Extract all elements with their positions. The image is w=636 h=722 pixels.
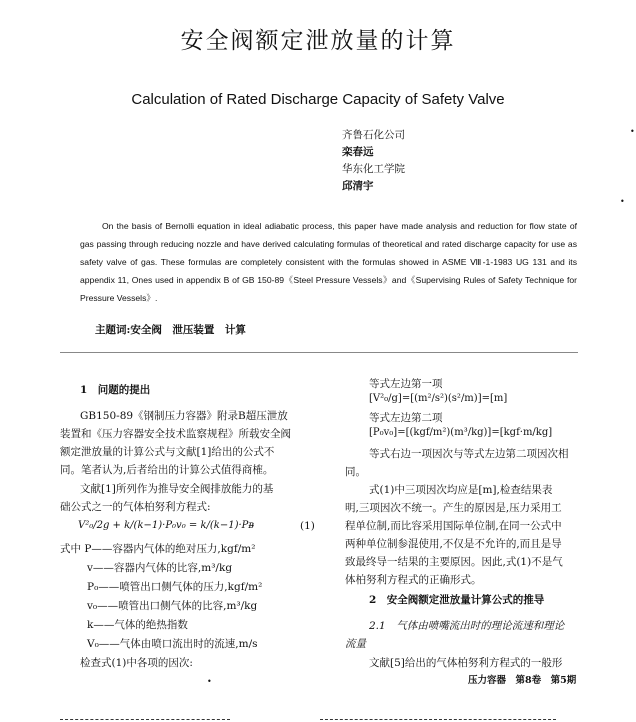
- para-3-line: 式(1)中三项因次均应是[m],检查结果表: [369, 484, 553, 496]
- definition-line: v——容器内气体的比容,m³/kg: [87, 562, 233, 574]
- right-line: 等式左边第二项: [369, 412, 443, 424]
- para-2-line: 础公式之一的气体柏努利方程式:: [60, 501, 211, 513]
- section-1-title: 1 问题的提出: [80, 384, 151, 396]
- divider-rule: [60, 352, 578, 353]
- author-name-1: 栾春远: [342, 146, 374, 158]
- author-name-2: 邱清宇: [342, 180, 374, 192]
- title-english: Calculation of Rated Discharge Capacity of Safety Valve: [131, 91, 505, 108]
- scan-speck: •: [630, 127, 635, 136]
- definition-line: V₀——气体由喷口流出时的流速,m/s: [87, 638, 258, 650]
- definition-line: v₀——喷管出口侧气体的比容,m³/kg: [87, 600, 258, 612]
- para-1-line: 装置和《压力容器安全技术监察规程》所载安全阀: [60, 428, 291, 440]
- para-3-line: 程单位制,而比容采用国际单位制,在同一公式中: [345, 520, 562, 532]
- para-1-line: 同。笔者认为,后者给出的计算公式值得商榷。: [60, 464, 274, 476]
- right-line: 等式左边第一项: [369, 378, 443, 390]
- equation-1-number: (1): [300, 520, 315, 532]
- para-1-line: GB150-89《钢制压力容器》附录B超压泄放: [80, 410, 288, 422]
- section-2-title: 2 安全阀额定泄放量计算公式的推导: [369, 594, 545, 606]
- author-affiliation-1: 齐鲁石化公司: [342, 129, 405, 141]
- para-2-line: 文献[1]所列作为推导安全阀排放能力的基: [80, 483, 274, 495]
- section-2-1-title: 2.1 气体由喷嘴流出时的理论流速和理论: [369, 620, 565, 632]
- para-3-line: 致最终导一结果的主要原因。因此,式(1)不是气: [345, 556, 563, 568]
- definition-line: 式中 P——容器内气体的绝对压力,kgf/m²: [60, 543, 256, 555]
- right-last-line: 文献[5]给出的气体柏努利方程式的一般形: [369, 657, 563, 669]
- dimension-formula-1: [V²₀/g]=[(m²/s²)(s²/m)]=[m]: [369, 393, 508, 404]
- right-line: 等式右边一项因次与等式左边第二项因次相: [369, 448, 569, 460]
- scan-edge-line: [320, 719, 556, 720]
- para-3-line: 体柏努利方程式的正确形式。: [345, 574, 482, 586]
- keywords: 主题词:安全阀 泄压装置 计算: [95, 324, 246, 336]
- para-3-line: 明,三项因次不统一。产生的原因是,压力采用工: [345, 502, 562, 514]
- definition-line: P₀——喷管出口侧气体的压力,kgf/m²: [87, 581, 263, 593]
- scan-speck: •: [620, 197, 625, 206]
- equation-1: V²₀/2g + k/(k−1)·P₀v₀ = k/(k−1)·Pᴃ: [78, 520, 255, 531]
- para-3-line: 两种单位制参混使用,不仅是不允许的,而且是导: [345, 538, 562, 550]
- author-affiliation-2: 华东化工学院: [342, 163, 405, 175]
- scan-speck: •: [207, 677, 212, 686]
- abstract: On the basis of Bernolli equation in ideal adiabatic process, this paper have made analysis and reduction for flow state of gas passing through reducing nozzle and have derived calculating formulas of theoretical and rated discharge capacity for use as safety valve of gas. These formulas are completely consistent with the formulas showed in ASME Ⅷ-1-1983 UG 131 and its appendix 11, Ones used in appendix B of GB 150-89《Steel Pressure Vessels》and《Supervising Rules of Safety Technique for Pressure Vessels》.: [80, 221, 577, 303]
- right-line: 同。: [345, 466, 366, 478]
- scan-edge-line: [60, 719, 230, 720]
- check-dimensions-line: 检查式(1)中各项的因次:: [80, 657, 193, 669]
- section-2-1-title-cont: 流量: [345, 638, 366, 650]
- title-chinese: 安全阀额定泄放量的计算: [180, 28, 456, 54]
- running-footer: 压力容器 第8卷 第5期: [468, 675, 577, 686]
- dimension-formula-2: [P₀v₀]=[(kgf/m²)(m³/kg)]=[kgf·m/kg]: [369, 427, 553, 438]
- definition-line: k——气体的绝热指数: [87, 619, 188, 631]
- para-1-line: 额定泄放量的计算公式与文献[1]给出的公式不: [60, 446, 275, 458]
